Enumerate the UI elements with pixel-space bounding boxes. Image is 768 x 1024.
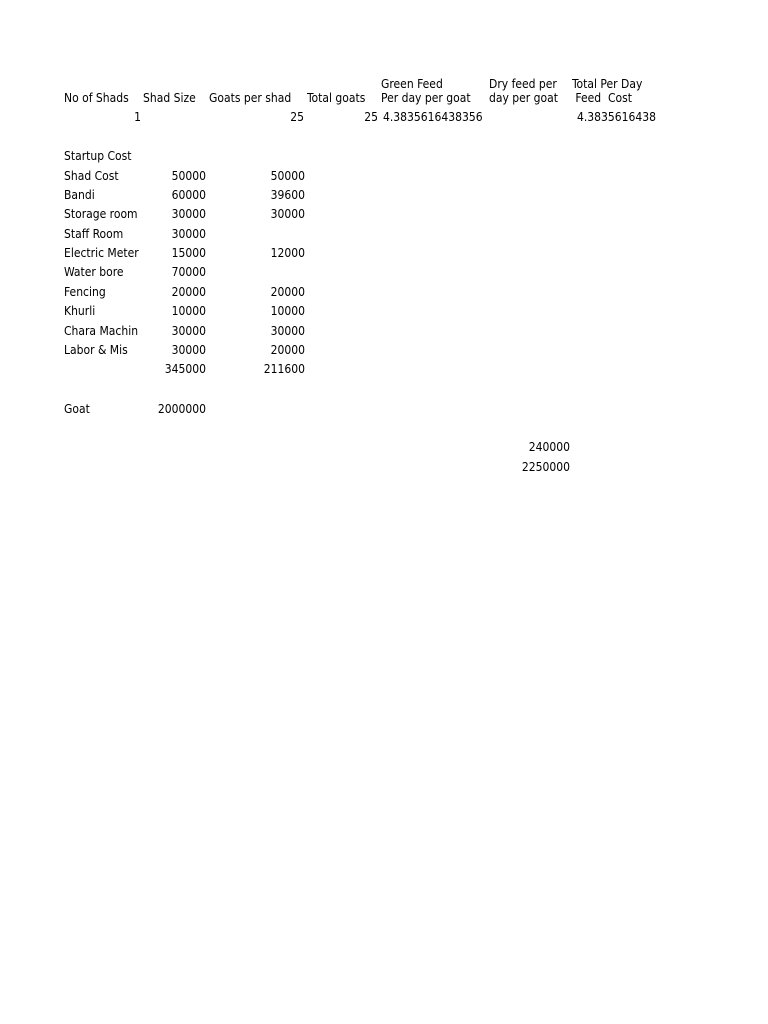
total-cost: 345000 xyxy=(164,362,206,376)
item-actual: 30000 xyxy=(270,324,305,338)
item-label: Khurli xyxy=(64,304,96,318)
value-goats-per-shad: 25 xyxy=(290,110,304,124)
item-actual: 30000 xyxy=(270,207,305,221)
item-cost: 30000 xyxy=(171,343,206,357)
value-green-feed: 4.3835616438356 xyxy=(383,110,483,124)
item-cost: 50000 xyxy=(171,169,206,183)
item-cost: 30000 xyxy=(171,227,206,241)
item-actual: 20000 xyxy=(270,285,305,299)
item-cost: 60000 xyxy=(171,188,206,202)
header-no-of-shads: No of Shads xyxy=(64,91,129,105)
item-cost: 10000 xyxy=(171,304,206,318)
item-actual: 10000 xyxy=(270,304,305,318)
item-label: Storage room xyxy=(64,207,138,221)
value-total-goats: 25 xyxy=(364,110,378,124)
item-cost: 30000 xyxy=(171,207,206,221)
item-label: Fencing xyxy=(64,285,106,299)
value-total-per-day: 4.3835616438 xyxy=(577,110,656,124)
item-cost: 20000 xyxy=(171,285,206,299)
item-cost: 70000 xyxy=(171,265,206,279)
header-dry-feed: Dry feed per day per goat xyxy=(489,77,558,105)
extra-value-2: 2250000 xyxy=(521,460,570,474)
item-label: Water bore xyxy=(64,265,124,279)
item-label: Shad Cost xyxy=(64,169,119,183)
header-green-feed: Green Feed Per day per goat xyxy=(381,77,471,105)
item-cost: 30000 xyxy=(171,324,206,338)
item-label: Labor & Mis xyxy=(64,343,128,357)
total-actual: 211600 xyxy=(263,362,305,376)
header-total-per-day: Total Per Day Feed Cost xyxy=(572,77,643,105)
item-label: Bandi xyxy=(64,188,95,202)
header-goats-per-shad: Goats per shad xyxy=(209,91,292,105)
item-actual: 50000 xyxy=(270,169,305,183)
extra-value-1: 240000 xyxy=(528,440,570,454)
item-actual: 12000 xyxy=(270,246,305,260)
value-no-of-shads: 1 xyxy=(134,110,141,124)
header-total-goats: Total goats xyxy=(307,91,366,105)
item-label: Electric Meter xyxy=(64,246,139,260)
header-shad-size: Shad Size xyxy=(143,91,196,105)
item-actual: 39600 xyxy=(270,188,305,202)
goat-label: Goat xyxy=(64,402,90,416)
item-actual: 20000 xyxy=(270,343,305,357)
item-label: Chara Machin xyxy=(64,324,139,338)
item-label: Staff Room xyxy=(64,227,124,241)
item-cost: 15000 xyxy=(171,246,206,260)
startup-cost-title: Startup Cost xyxy=(64,149,132,163)
goat-value: 2000000 xyxy=(157,402,206,416)
